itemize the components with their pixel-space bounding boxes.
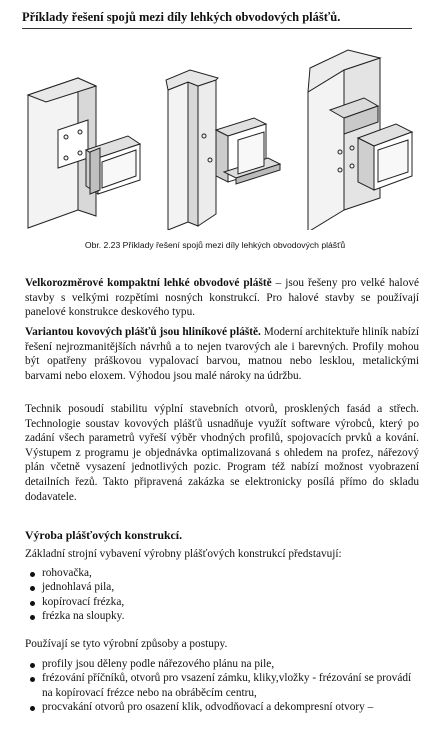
list-item: rohovačka, [25, 566, 419, 581]
joint-drawing-2 [166, 70, 280, 230]
paragraph-1-lead: Velkorozměrové kompaktní lehké obvodové pláště [25, 277, 272, 289]
paragraph-aluminium-cladding [25, 325, 419, 383]
joint-drawing-3 [308, 50, 412, 230]
list-1-intro: Základní strojní vybavení výrobny plášťových konstrukcí představují: [25, 548, 342, 560]
procedures-block [25, 637, 419, 715]
paragraph-large-cladding [25, 276, 419, 320]
list-item: profily jsou děleny podle nářezového plánu na pile, [25, 657, 419, 672]
list-item: frézka na sloupky. [25, 609, 419, 624]
paragraph-1-body: – jsou řešeny pro velké halové stavby s velkými rozpětími nosných konstrukcí. Pro halové stavby se používají panelové konstrukce deskového typu. [25, 277, 420, 319]
paragraph-software [25, 402, 419, 504]
list-item: frézování příčníků, otvorů pro vsazení zámku, kliky,vložky - frézování se provádí na kopírovací frézce nebo na obráběcím centru, [25, 671, 419, 700]
figure-caption: Obr. 2.23 Příklady řešení spojů mezi díly lehkých obvodových plášťů [84, 240, 346, 250]
list-item: procvakání otvorů pro osazení klik, odvodňovací a dekompresní otvory – [25, 700, 419, 715]
heading-underline [22, 28, 412, 29]
joint-drawings [18, 40, 418, 230]
equipment-list [25, 566, 419, 624]
paragraph-3-body: Technik posoudí stabilitu výplní stavebních otvorů, prosklených fasád a střech. Technologie soustav kovových plášťů usnadňuje využít software výrobců, který po zadání všech parametrů vyřeší výběr vhodných profilů, spojovacích prvků a kování. Výstupem z programu je objednávka optimalizovaná s ohledem na profez, nářezový plán včetně vysazení jednotlivých pozic. Program též nabízí možnost vyobrazení detailních řezů. Takto připravená zakázka se elektronicky posílá přímo do skladu dodavatele. [25, 403, 419, 503]
paragraph-2-lead: Variantou kovových plášťů jsou hliníkové pláště. [25, 326, 261, 338]
list-2-intro: Používají se tyto výrobní způsoby a postupy. [25, 638, 228, 650]
equipment-block [25, 547, 419, 624]
page-heading: Příklady řešení spojů mezi díly lehkých obvodových plášťů. [22, 10, 341, 24]
section-title: Výroba plášťových konstrukcí. [25, 528, 183, 542]
joint-drawing-1 [28, 78, 140, 228]
list-item: jednohlavá pila, [25, 580, 419, 595]
joint-details-figure [18, 40, 418, 230]
paragraph-2-body: Moderní architektuře hliník nabízí řešení nejrozmanitějších návrhů a to nejen tvarových ale i barevných. Profily mohou být opatřeny práškovou vypalovací barvou, matnou nebo lesklou, metalickými barvami nebo eloxem. Výhodou jsou malé nároky na údržbu. [25, 326, 419, 382]
procedures-list [25, 657, 419, 715]
list-item: kopírovací frézka, [25, 595, 419, 610]
